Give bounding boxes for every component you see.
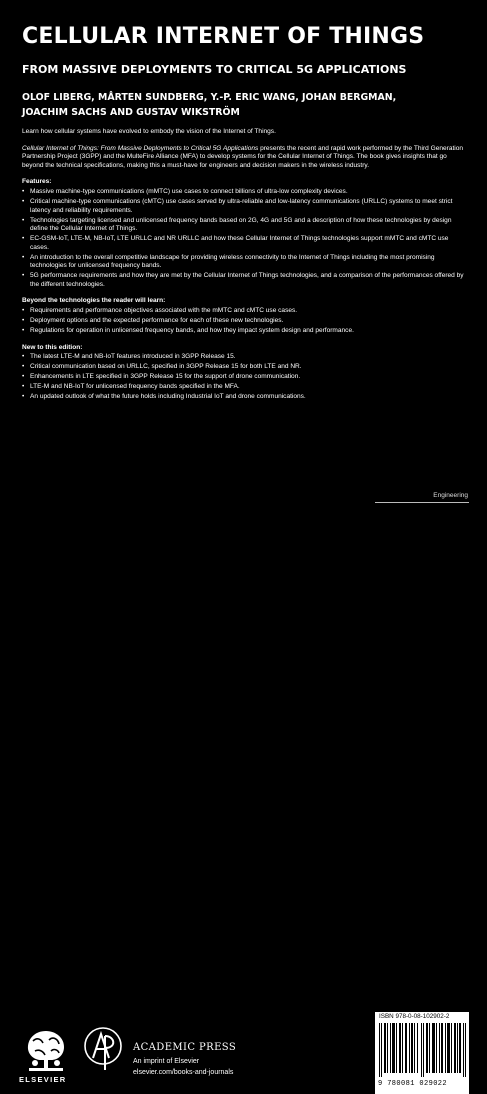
barcode-digits: 9 780081 029022 [378,1080,448,1088]
list-item: • Massive machine-type communications (mMTC) use cases to connect billions of ultra-low complexity devices. [22,188,469,197]
list-item: • An introduction to the overall competitive landscape for providing wireless connectivity to the Internet of Things including the most promising technologies for unlicensed frequency bands. [22,254,469,271]
new-edition-list [22,353,469,402]
list-item: • Deployment options and the expected performance for each of these new technologies. [22,317,469,326]
elsevier-wordmark: ELSEVIER [19,1075,67,1084]
publisher-url[interactable]: elsevier.com/books-and-journals [133,1069,234,1076]
list-item: • Regulations for operation in unlicensed frequency bands, and how they impact system design and performance. [22,327,469,336]
authors-line-1: OLOF LIBERG, MÅRTEN SUNDBERG, Y.-P. ERIC WANG, JOHAN BERGMAN, [22,92,397,103]
publisher-name: ACADEMIC PRESS [133,1042,237,1053]
list-item: • EC-GSM-IoT, LTE-M, NB-IoT, LTE URLLC and NR URLLC and how these Cellular Internet of Things technologies support mMTC and cMTC use cases. [22,235,469,252]
list-item: • Critical machine-type communications (cMTC) use cases served by ultra-reliable and low-latency communications (URLLC) systems to meet strict latency and reliability requirements. [22,198,469,215]
barcode-icon [379,1023,466,1077]
publisher-footer [0,505,487,1088]
authors-line-2: JOACHIM SACHS AND GUSTAV WIKSTRÖM [22,107,240,118]
elsevier-tree-icon [21,1025,71,1075]
features-list [22,188,469,289]
features-heading: Features: [22,178,52,186]
list-item: • LTE-M and NB-IoT for unlicensed frequency bands specified in the MFA. [22,383,469,392]
category-divider [375,502,469,503]
book-title: CELLULAR INTERNET OF THINGS [22,24,425,49]
imprint-line: An imprint of Elsevier [133,1058,200,1065]
intro-book-title: Cellular Internet of Things: From Massive Deployments to Critical 5G Applications [22,144,259,152]
list-item: • Requirements and performance objectives associated with the mMTC and cMTC use cases. [22,307,469,316]
category-label: Engineering [433,492,468,499]
list-item: • Critical communication based on URLLC, specified in 3GPP Release 15 for both LTE and NR. [22,363,469,372]
list-item: • Enhancements in LTE specified in 3GPP Release 15 for the support of drone communication. [22,373,469,382]
academic-press-logo-icon [83,1026,123,1078]
list-item: • 5G performance requirements and how they are met by the Cellular Internet of Things technologies, and a comparison of the performances offered by the different technologies. [22,272,469,289]
list-item: • Technologies targeting licensed and unlicensed frequency bands based on 2G, 4G and 5G and a description of how these technologies by design define the Cellular Internet of Things. [22,217,469,234]
isbn-number: ISBN 978-0-08-102902-2 [379,1013,450,1020]
lead-sentence: Learn how cellular systems have evolved to embody the vision of the Internet of Things. [22,128,276,135]
isbn-barcode-box [375,1012,469,1094]
intro-paragraph [22,145,469,171]
beyond-heading: Beyond the technologies the reader will learn: [22,297,166,305]
author-list [22,90,472,120]
book-subtitle: FROM MASSIVE DEPLOYMENTS TO CRITICAL 5G APPLICATIONS [22,63,407,76]
beyond-list [22,307,469,336]
list-item: • An updated outlook of what the future holds including Industrial IoT and drone communications. [22,393,469,402]
new-edition-heading: New to this edition: [22,343,83,351]
list-item: • The latest LTE-M and NB-IoT features introduced in 3GPP Release 15. [22,353,469,362]
intro-text: presents the recent and rapid work performed by the Third Generation Partnership Project (3GPP) and the MulteFire Alliance (MFA) to develop systems for the Cellular Internet of Things. The book gives insights that go beyond the technical specifications, making this a must-have for engineers and decision makers in the wireless industry. [22,144,464,169]
blurb [22,128,469,403]
